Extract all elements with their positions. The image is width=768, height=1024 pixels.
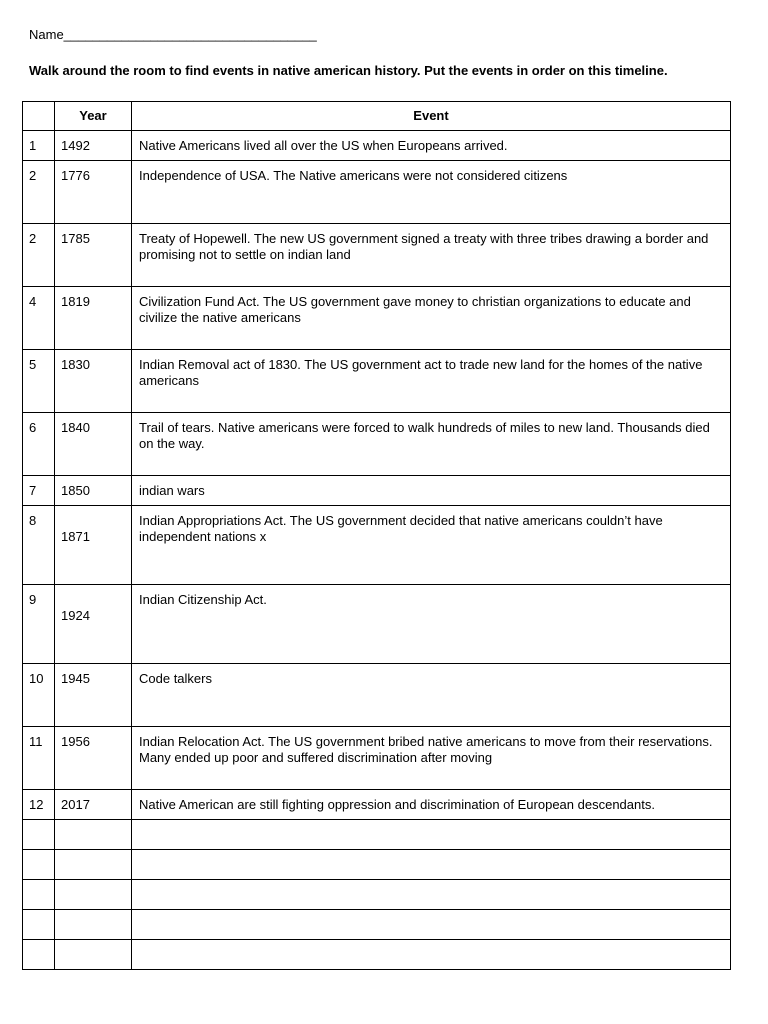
row-event: Trail of tears. Native americans were forced to walk hundreds of miles to new land. Thousands died on the way. bbox=[132, 413, 731, 476]
row-event: Indian Appropriations Act. The US government decided that native americans couldn’t have independent nations x bbox=[132, 506, 731, 585]
empty-cell bbox=[132, 940, 731, 970]
row-number: 4 bbox=[23, 287, 55, 350]
empty-cell bbox=[132, 910, 731, 940]
row-number: 2 bbox=[23, 161, 55, 224]
empty-cell bbox=[23, 910, 55, 940]
row-year: 1785 bbox=[55, 224, 132, 287]
empty-table-row bbox=[23, 850, 731, 880]
row-number: 5 bbox=[23, 350, 55, 413]
empty-table-row bbox=[23, 910, 731, 940]
table-row bbox=[23, 664, 731, 727]
row-event: Indian Relocation Act. The US government bribed native americans to move from their reservations. Many ended up poor and suffered discrimination after moving bbox=[132, 727, 731, 790]
row-number: 6 bbox=[23, 413, 55, 476]
table-row bbox=[23, 161, 731, 224]
row-year: 1830 bbox=[55, 350, 132, 413]
table-row bbox=[23, 727, 731, 790]
empty-cell bbox=[55, 910, 132, 940]
table-row bbox=[23, 506, 731, 585]
empty-cell bbox=[55, 880, 132, 910]
row-year: 2017 bbox=[55, 790, 132, 820]
row-year: 1850 bbox=[55, 476, 132, 506]
row-year: 1840 bbox=[55, 413, 132, 476]
row-event: Code talkers bbox=[132, 664, 731, 727]
column-header-number bbox=[23, 102, 55, 131]
row-number: 10 bbox=[23, 664, 55, 727]
table-row bbox=[23, 790, 731, 820]
empty-cell bbox=[23, 880, 55, 910]
empty-cell bbox=[132, 880, 731, 910]
row-year: 1956 bbox=[55, 727, 132, 790]
column-header-year: Year bbox=[55, 102, 132, 131]
table-header-row bbox=[23, 102, 731, 131]
row-event: Independence of USA. The Native americans were not considered citizens bbox=[132, 161, 731, 224]
table-row bbox=[23, 476, 731, 506]
table-row bbox=[23, 287, 731, 350]
row-year: 1492 bbox=[55, 131, 132, 161]
instructions-text: Walk around the room to find events in native american history. Put the events in order on this timeline. bbox=[29, 63, 668, 78]
row-year: 1945 bbox=[55, 664, 132, 727]
row-number: 2 bbox=[23, 224, 55, 287]
empty-cell bbox=[55, 820, 132, 850]
empty-cell bbox=[23, 820, 55, 850]
name-field-label: Name___________________________________ bbox=[29, 27, 317, 42]
column-header-event: Event bbox=[132, 102, 731, 131]
row-number: 8 bbox=[23, 506, 55, 585]
empty-cell bbox=[132, 850, 731, 880]
table-row bbox=[23, 413, 731, 476]
empty-cell bbox=[132, 820, 731, 850]
table-row bbox=[23, 585, 731, 664]
empty-table-row bbox=[23, 820, 731, 850]
row-number: 9 bbox=[23, 585, 55, 664]
empty-cell bbox=[23, 940, 55, 970]
table-row bbox=[23, 131, 731, 161]
row-number: 12 bbox=[23, 790, 55, 820]
row-event: Native Americans lived all over the US when Europeans arrived. bbox=[132, 131, 731, 161]
empty-cell bbox=[55, 940, 132, 970]
empty-cell bbox=[55, 850, 132, 880]
row-event: Treaty of Hopewell. The new US government signed a treaty with three tribes drawing a border and promising not to settle on indian land bbox=[132, 224, 731, 287]
table-row bbox=[23, 350, 731, 413]
row-event: Indian Removal act of 1830. The US government act to trade new land for the homes of the native americans bbox=[132, 350, 731, 413]
row-year: 1871 bbox=[55, 506, 132, 585]
row-event: Civilization Fund Act. The US government gave money to christian organizations to educate and civilize the native americans bbox=[132, 287, 731, 350]
empty-table-row bbox=[23, 940, 731, 970]
row-event: indian wars bbox=[132, 476, 731, 506]
row-year: 1776 bbox=[55, 161, 132, 224]
row-year: 1924 bbox=[55, 585, 132, 664]
row-number: 7 bbox=[23, 476, 55, 506]
row-year: 1819 bbox=[55, 287, 132, 350]
row-number: 11 bbox=[23, 727, 55, 790]
table-row bbox=[23, 224, 731, 287]
timeline-table bbox=[22, 101, 731, 970]
row-number: 1 bbox=[23, 131, 55, 161]
empty-cell bbox=[23, 850, 55, 880]
row-event: Indian Citizenship Act. bbox=[132, 585, 731, 664]
empty-table-row bbox=[23, 880, 731, 910]
row-event: Native American are still fighting oppression and discrimination of European descendants. bbox=[132, 790, 731, 820]
